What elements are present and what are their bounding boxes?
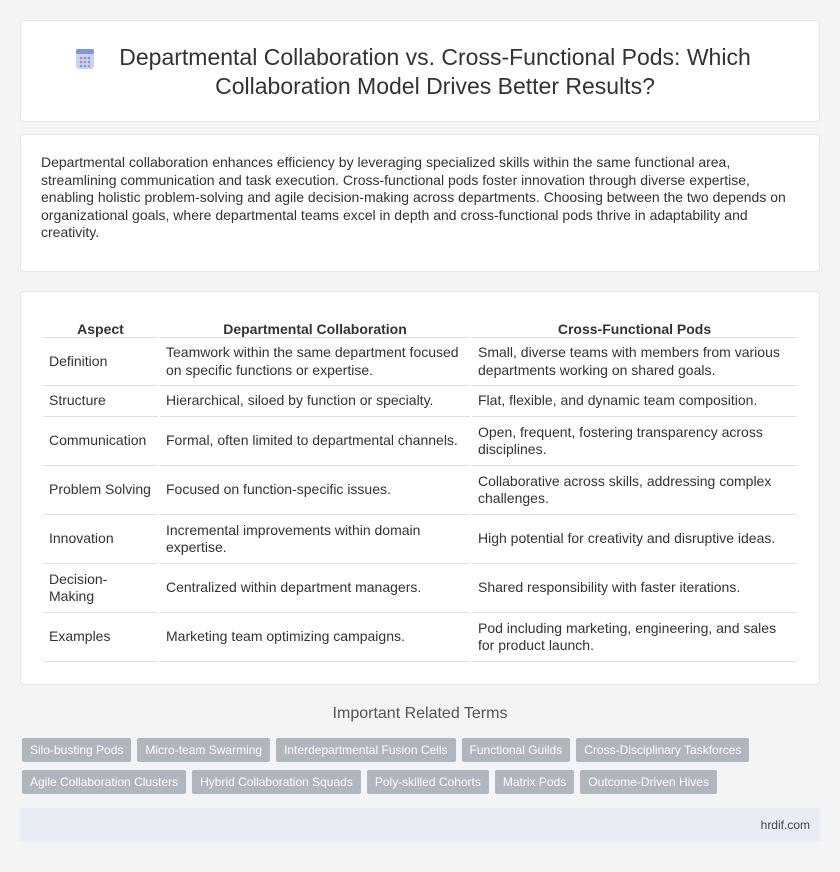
aspect-cell: Definition (43, 338, 158, 386)
related-term-tag[interactable]: Agile Collaboration Clusters (22, 770, 186, 794)
cross-functional-cell: Collaborative across skills, addressing complex challenges. (472, 466, 797, 515)
related-term-tag[interactable]: Cross-Disciplinary Taskforces (576, 738, 749, 762)
header-departmental: Departmental Collaboration (160, 316, 470, 338)
related-term-tag[interactable]: Functional Guilds (462, 738, 571, 762)
related-term-tag[interactable]: Interdepartmental Fusion Cells (276, 738, 455, 762)
tag-row (22, 738, 822, 762)
table-row (43, 417, 797, 466)
cross-functional-cell: Shared responsibility with faster iterations. (472, 564, 797, 613)
related-terms-tags (22, 738, 822, 802)
page-title: Departmental Collaboration vs. Cross-Functional Pods: Which Collaboration Model Drives Better Results? (119, 44, 751, 99)
header-cross-functional: Cross-Functional Pods (472, 316, 797, 338)
departmental-cell: Teamwork within the same department focused on specific functions or expertise. (160, 338, 470, 386)
related-term-tag[interactable]: Micro-team Swarming (137, 738, 270, 762)
departmental-cell: Focused on function-specific issues. (160, 466, 470, 515)
departmental-cell: Centralized within department managers. (160, 564, 470, 613)
cross-functional-cell: Pod including marketing, engineering, and sales for product launch. (472, 613, 797, 662)
table-row (43, 466, 797, 515)
tag-row (22, 770, 822, 794)
table-row (43, 338, 797, 386)
table-header-row (43, 316, 797, 338)
header-aspect: Aspect (43, 316, 158, 338)
cross-functional-cell: High potential for creativity and disruptive ideas. (472, 515, 797, 564)
cross-functional-cell: Flat, flexible, and dynamic team composition. (472, 386, 797, 417)
footer-site-link[interactable]: hrdif.com (760, 818, 810, 832)
departmental-cell: Marketing team optimizing campaigns. (160, 613, 470, 662)
aspect-cell: Problem Solving (43, 466, 158, 515)
related-term-tag[interactable]: Matrix Pods (495, 770, 574, 794)
intro-paragraph: Departmental collaboration enhances efficiency by leveraging specialized skills within the same functional area, streamlining communication and task execution. Cross-functional pods foster innovation through diverse expertise, enabling holistic problem-solving and agile decision-making across departments. Choosing between the two depends on organizational goals, where departmental teams excel in depth and cross-functional pods thrive in adaptability and creativity. (41, 154, 786, 241)
aspect-cell: Communication (43, 417, 158, 466)
departmental-cell: Incremental improvements within domain expertise. (160, 515, 470, 564)
table-row (43, 564, 797, 613)
comparison-table (41, 316, 799, 662)
table-row (43, 613, 797, 662)
table-row (43, 515, 797, 564)
footer (20, 808, 820, 842)
cross-functional-cell: Small, diverse teams with members from various departments working on shared goals. (472, 338, 797, 386)
aspect-cell: Examples (43, 613, 158, 662)
departmental-cell: Formal, often limited to departmental channels. (160, 417, 470, 466)
cross-functional-cell: Open, frequent, fostering transparency across disciplines. (472, 417, 797, 466)
title-card (20, 20, 820, 122)
comparison-table-card (20, 291, 820, 685)
aspect-cell: Structure (43, 386, 158, 417)
related-term-tag[interactable]: Silo-busting Pods (22, 738, 131, 762)
related-terms-title: Important Related Terms (332, 705, 508, 722)
related-term-tag[interactable]: Outcome-Driven Hives (580, 770, 717, 794)
aspect-cell: Innovation (43, 515, 158, 564)
aspect-cell: Decision-Making (43, 564, 158, 613)
departmental-cell: Hierarchical, siloed by function or specialty. (160, 386, 470, 417)
table-row (43, 386, 797, 417)
related-term-tag[interactable]: Hybrid Collaboration Squads (192, 770, 361, 794)
intro-card (20, 134, 820, 272)
related-term-tag[interactable]: Poly-skilled Cohorts (367, 770, 489, 794)
